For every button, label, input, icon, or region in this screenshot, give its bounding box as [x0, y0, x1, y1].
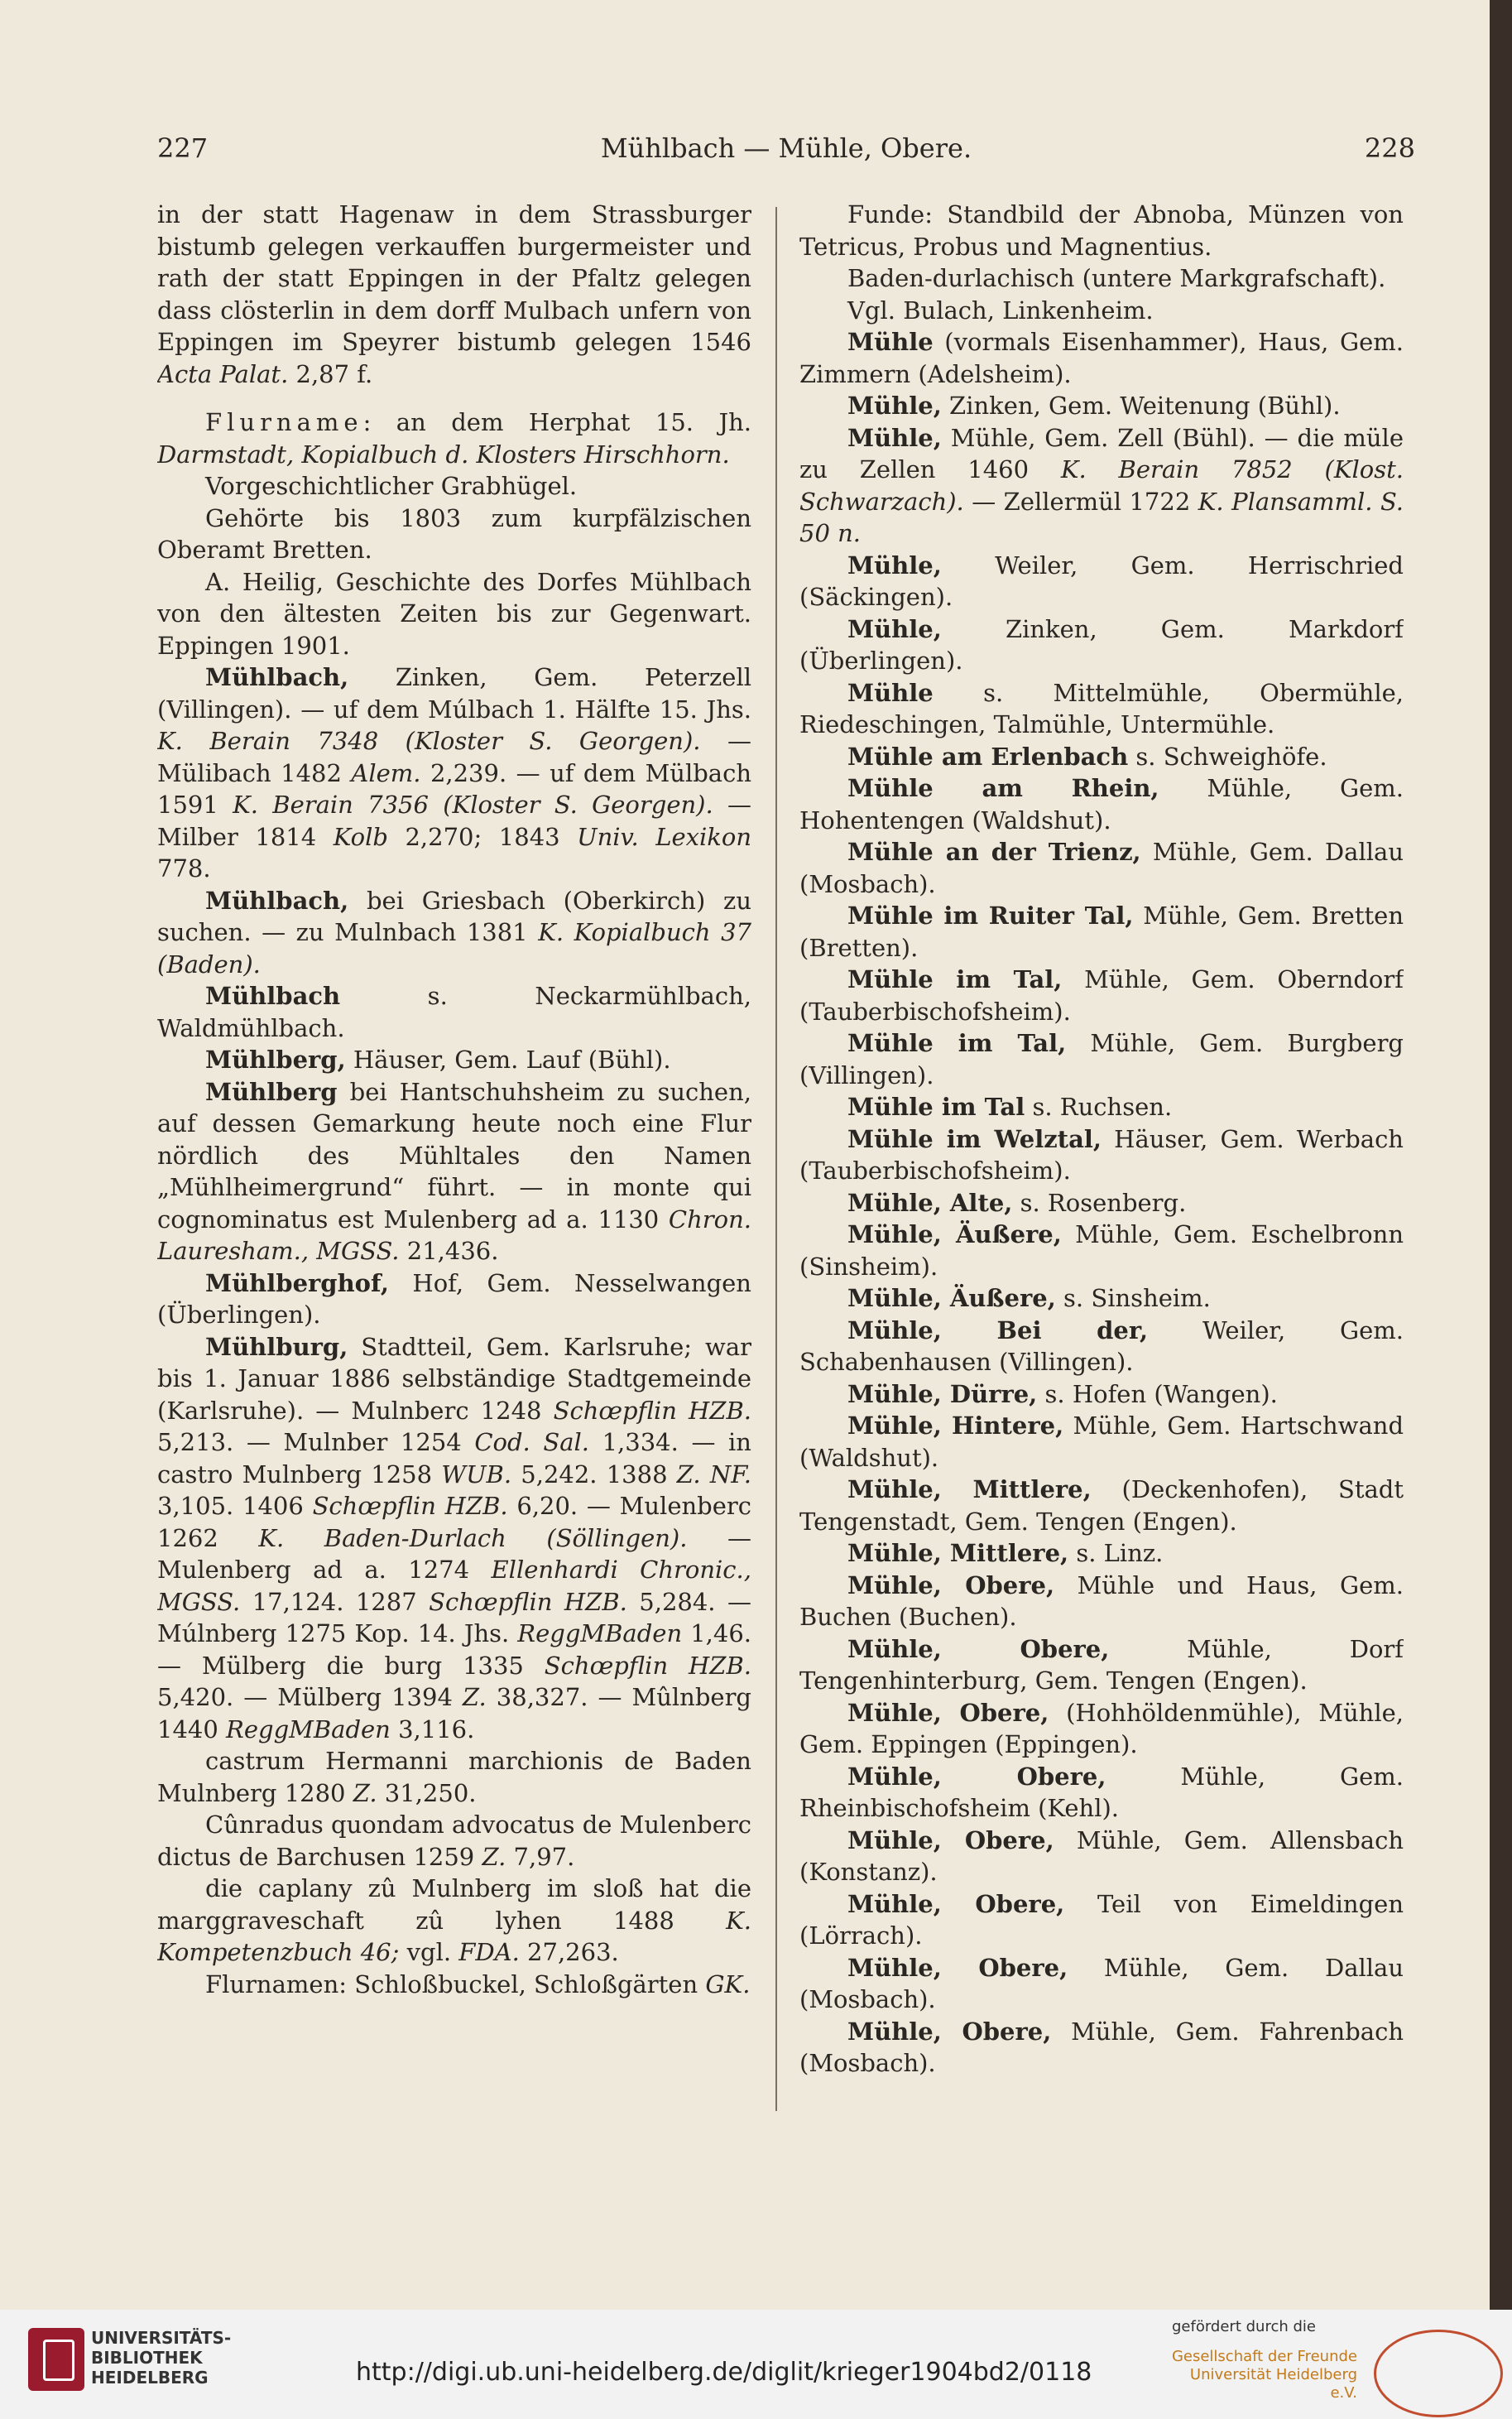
- entry-text: Mühle, Gem. Bretten (Bretten).: [799, 902, 1404, 962]
- entry-text: Mühle, Gem. Oberndorf (Tauberbischofsheim).: [799, 965, 1404, 1026]
- digitization-footer: [0, 2310, 1512, 2419]
- entry-paragraph: [799, 900, 1404, 964]
- entry-text: Weiler, Gem. Herrischried (Säckingen).: [799, 551, 1404, 611]
- entry-headword: Mühle, Mittlere,: [847, 1475, 1092, 1503]
- entry-text: 3,116.: [390, 1714, 475, 1743]
- university-seal-icon: [28, 2328, 84, 2391]
- entry-headword: Mühle, Obere,: [847, 1825, 1054, 1854]
- entry-paragraph: [157, 1873, 751, 1969]
- entry-headword: Mühle,: [847, 551, 942, 580]
- citation-source: Cod. Sal.: [474, 1428, 590, 1456]
- citation-source: Univ. Lexikon: [577, 822, 751, 851]
- entry-text: castrum Hermanni marchionis de Baden Mulnberg 1280: [157, 1747, 751, 1807]
- entry-headword: Mühle, Mittlere,: [847, 1539, 1069, 1567]
- entry-text: Gehörte bis 1803 zum kurpfälzischen Oberamt Bretten.: [157, 503, 751, 564]
- running-header: [157, 132, 1415, 174]
- entry-headword: Mühle im Welztal,: [847, 1124, 1102, 1153]
- entry-text: A. Heilig, Geschichte des Dorfes Mühlbach von den ältesten Zeiten bis zur Gegenwart. Eppingen 1901.: [157, 567, 751, 660]
- entry-text: s. Sinsheim.: [1055, 1284, 1211, 1312]
- entry-text: Mühle, Gem. Fahrenbach (Mosbach).: [799, 2017, 1404, 2077]
- entry-paragraph: [799, 295, 1404, 327]
- citation-source: K. Kopialbuch 37 (Baden).: [157, 918, 751, 979]
- entry-paragraph: [799, 1315, 1404, 1378]
- citation-source: Alem.: [351, 758, 421, 787]
- citation-source: Kolb: [333, 822, 388, 851]
- entry-paragraph: [799, 677, 1404, 741]
- entry-text: 2,87 f.: [288, 359, 373, 388]
- entry-text: Vorgeschichtlicher Grabhügel.: [205, 472, 578, 500]
- citation-source: Z.: [353, 1778, 377, 1807]
- entry-paragraph: [157, 503, 751, 566]
- entry-headword: Mühle, Obere,: [847, 1634, 1110, 1663]
- entry-headword: Mühle im Tal,: [847, 965, 1063, 993]
- entry-paragraph: [799, 1091, 1404, 1123]
- entry-text: Vgl. Bulach, Linkenheim.: [847, 296, 1154, 325]
- entry-headword: Mühle an der Trienz,: [847, 838, 1141, 866]
- entry-text: 2,239. — uf dem Mülbach 1591: [157, 758, 751, 819]
- entry-text: in der statt Hagenaw in dem Strassburger bistumb gelegen verkauffen burgermeister und rath der statt Eppingen in der Pfaltz gelegen dass clösterlin in dem dorff Mulbach unfern von Eppingen im Speyrer bistumb gelegen 1546: [157, 200, 751, 356]
- entry-text: — Mülibach 1482: [157, 727, 751, 787]
- citation-source: Chron. Laur​esham., MGSS.: [157, 1205, 751, 1265]
- entry-headword: Mühle, Bei der,: [847, 1315, 1149, 1344]
- library-logo-text: [91, 2328, 231, 2388]
- entry-text: Flurnamen: Schloßbuckel, Schloßgärten: [205, 1969, 706, 1998]
- entry-headword: Mühle,: [847, 423, 942, 452]
- entry-text: Mühle, Gem. Hartschwand (Waldshut).: [799, 1411, 1404, 1472]
- entry-text: Mühle, Gem. Rheinbischofsheim (Kehl).: [799, 1762, 1404, 1822]
- entry-text: Mühle und Haus, Gem. Buchen (Buchen).: [799, 1570, 1404, 1631]
- citation-source: K. Kompetenzbuch 46;: [157, 1906, 751, 1966]
- entry-headword: Mühlbach: [205, 982, 341, 1010]
- entry-paragraph: [799, 2016, 1404, 2080]
- entry-paragraph: [799, 199, 1404, 262]
- entry-paragraph: [799, 964, 1404, 1027]
- running-title: Mühlbach — Mühle, Obere.: [600, 132, 972, 164]
- citation-source: Z.: [462, 1683, 487, 1711]
- entry-headword: Mühle, Äußere,: [847, 1284, 1056, 1312]
- entry-headword: Mühle,: [847, 392, 942, 420]
- entry-headword: Mühle im Tal: [847, 1093, 1025, 1121]
- entry-paragraph: [157, 1076, 751, 1267]
- entry-text: Stadtteil, Gem. Karlsruhe; war bis 1. Januar 1886 selbständige Stadtgemeinde (Karlsruhe). — Mulnberc 1248: [157, 1332, 751, 1425]
- entry-text: s. Rosenberg.: [1012, 1188, 1187, 1217]
- entry-text: s. Neckarmühlbach, Waldmühlbach.: [157, 982, 751, 1042]
- entry-paragraph: [799, 1219, 1404, 1282]
- entry-paragraph: [799, 326, 1404, 390]
- entry-text: Funde: Standbild der Abnoba, Münzen von Tetricus, Probus und Magnentius.: [799, 200, 1404, 261]
- permalink-url[interactable]: http://digi.ub.uni-heidelberg.de/diglit/krieger1904bd2/0118: [356, 2358, 1092, 2387]
- entry-headword: Mühle, Hintere,: [847, 1411, 1064, 1440]
- entry-text: Zinken, Gem. Peterzell (Villingen). — uf dem Múlbach 1. Hälfte 15. Jhs.: [157, 663, 751, 724]
- entry-paragraph: [799, 836, 1404, 900]
- entry-text: — Mulenberg ad a. 1274: [157, 1523, 751, 1584]
- entry-paragraph: [157, 470, 751, 503]
- entry-paragraph: [799, 1633, 1404, 1697]
- citation-source: K. Berain 7348 (Kloster S. Georgen).: [157, 727, 701, 755]
- entry-text: bei Griesbach (Oberkirch) zu suchen. — zu Mulnbach 1381: [157, 886, 751, 946]
- entry-text: 6,20. — Mulenberc 1262: [157, 1492, 751, 1552]
- entry-text: Hof, Gem. Nesselwangen (Überlingen).: [157, 1268, 751, 1329]
- entry-text: 2,270; 1843: [387, 822, 578, 851]
- entry-text: Mühle, Gem. Burgberg (Villingen).: [799, 1029, 1404, 1089]
- citation-source: ReggMBaden: [226, 1714, 391, 1743]
- entry-headword: Mühle im Ruiter Tal,: [847, 902, 1134, 930]
- citation-source: K. Berain 7356 (Kloster S. Georgen).: [233, 791, 713, 819]
- entry-paragraph: [157, 1969, 751, 2001]
- citation-source: Z. NF.: [676, 1460, 751, 1488]
- entry-text: Mühle, Gem. Hohentengen (Waldshut).: [799, 774, 1404, 834]
- entry-text: Baden-durlachisch (untere Markgrafschaft).: [847, 264, 1386, 292]
- entry-headword: Mühle: [847, 328, 934, 356]
- entry-headword: Mühlbach,: [205, 886, 349, 915]
- page-edge-shadow: [1490, 0, 1512, 2310]
- entry-text: 27,263.: [519, 1938, 619, 1966]
- entry-paragraph: [157, 1331, 751, 1746]
- entry-headword: Mühle, Obere,: [847, 1953, 1068, 1982]
- entry-paragraph: [799, 1027, 1404, 1091]
- entry-text: 31,250.: [377, 1778, 477, 1807]
- entry-paragraph: [799, 1825, 1404, 1888]
- entry-paragraph: [799, 1187, 1404, 1219]
- left-column: [157, 199, 751, 2136]
- entry-headword: Mühlberg,: [205, 1046, 346, 1074]
- entry-paragraph: [799, 1761, 1404, 1825]
- citation-source: Darmstadt, Kopialbuch d. Klosters Hirschhorn.: [157, 440, 730, 469]
- sponsor-caption: gefördert durch die: [1172, 2318, 1316, 2335]
- entry-text: s. Ruchsen.: [1025, 1093, 1173, 1121]
- entry-text: die caplany zû Mulnberg im sloß hat die marggraveschaft zû lyhen 1488: [157, 1874, 751, 1935]
- entry-paragraph: [799, 1123, 1404, 1187]
- entry-text: Mühle, Dorf Tengenhinterburg, Gem. Tengen (Engen).: [799, 1634, 1404, 1695]
- entry-headword: Mühle, Alte,: [847, 1188, 1013, 1217]
- entry-text: bei Hantschuhsheim zu suchen, auf dessen Gemarkung heute noch eine Flur nördlich des Mühltales den Namen „Mühlheimergrund“ führt. — in monte qui cognominatus est Mulenberg ad a. 1130: [157, 1077, 751, 1234]
- entry-text: — Milber 1814: [157, 791, 751, 851]
- citation-source: GK.: [705, 1969, 751, 1998]
- citation-source: ReggMBaden: [517, 1619, 683, 1647]
- citation-source: FDA.: [458, 1938, 520, 1966]
- sponsor-line: Universität Heidelberg e.V.: [1189, 2366, 1357, 2402]
- entry-text: Cûnradus quondam advocatus de Mulenberc dictus de Barchusen 1259: [157, 1811, 751, 1871]
- entry-text: (vormals Eisenhammer), Haus, Gem. Zimmern (Adelsheim).: [799, 328, 1404, 388]
- entry-text: : an dem Herphat 15. Jh.: [362, 408, 751, 436]
- entry-headword: Mühle, Dürre,: [847, 1379, 1038, 1408]
- citation-source: Schœpflin HZB.: [544, 1651, 751, 1680]
- library-name-line: UNIVERSITÄTS-: [91, 2328, 232, 2348]
- entry-text: 17,124. 1287: [240, 1587, 430, 1616]
- entry-headword: Mühle: [847, 678, 934, 707]
- entry-text: 38,327. — Mûlnberg 1440: [157, 1683, 751, 1743]
- entry-headword: Mühle, Obere,: [847, 1762, 1106, 1791]
- entry-paragraph: [157, 566, 751, 662]
- library-name-line: BIBLIOTHEK: [91, 2348, 203, 2368]
- citation-source: WUB.: [441, 1460, 512, 1488]
- entry-text: 5,242. 1388: [511, 1460, 677, 1488]
- entry-paragraph: [799, 613, 1404, 677]
- right-column: [799, 199, 1404, 2136]
- entry-paragraph: [799, 422, 1404, 550]
- entry-headword: Mühlberg: [205, 1077, 338, 1106]
- entry-text: Mühle, Gem. Zell (Bühl). — die müle zu Zellen 1460: [799, 423, 1404, 483]
- entry-text: Mühle, Gem. Allensbach (Konstanz).: [799, 1825, 1404, 1886]
- entry-paragraph: [799, 741, 1404, 773]
- sponsor-line: Gesellschaft der Freunde: [1171, 2348, 1357, 2365]
- citation-source: Z.: [482, 1842, 506, 1871]
- citation-source: Schœpflin HZB.: [312, 1492, 508, 1520]
- entry-headword: Mühle, Obere,: [847, 1570, 1055, 1599]
- entry-paragraph: [799, 1952, 1404, 2016]
- entry-text: (Deckenhofen), Stadt Tengenstadt, Gem. Tengen (Engen).: [799, 1475, 1404, 1536]
- citation-source: Ellenhardi Chronic., MGSS.: [157, 1556, 751, 1616]
- entry-paragraph: [157, 885, 751, 981]
- sponsor-emblem-icon: [1374, 2330, 1503, 2417]
- entry-headword: Mühle,: [847, 614, 942, 643]
- entry-text: Flurname: [205, 408, 363, 436]
- entry-paragraph: [799, 1570, 1404, 1633]
- entry-text: (Hohhöldenmühle), Mühle, Gem. Eppingen (Eppingen).: [799, 1698, 1404, 1758]
- citation-source: K. Baden-Durlach (Söllingen).: [258, 1523, 688, 1552]
- entry-text: Teil von Eimeldingen (Lörrach).: [799, 1889, 1404, 1950]
- citation-source: K. Plansamml. S. 50 n.: [799, 487, 1404, 547]
- entry-text: 5,213. — Mulnber 1254: [157, 1428, 475, 1456]
- entry-paragraph: [799, 772, 1404, 836]
- sponsor-name: [1167, 2348, 1357, 2402]
- entry-headword: Mühlberghof,: [205, 1268, 389, 1297]
- entry-text: s. Schweighöfe.: [1128, 742, 1327, 771]
- page-number-right: 228: [1364, 132, 1415, 164]
- page-number-left: 227: [157, 132, 209, 164]
- entry-text: Weiler, Gem. Schabenhausen (Villingen).: [799, 1315, 1404, 1376]
- citation-source: Schœpflin HZB.: [429, 1587, 627, 1616]
- entry-paragraph: [157, 199, 751, 390]
- entry-paragraph: [157, 1044, 751, 1076]
- entry-text: 7,97.: [506, 1842, 575, 1871]
- entry-text: vgl.: [399, 1938, 459, 1966]
- entry-paragraph: [799, 1410, 1404, 1474]
- entry-text: 1,46. — Mülberg die burg 1335: [157, 1619, 751, 1680]
- entry-paragraph: [799, 1282, 1404, 1315]
- entry-text: Mühle, Gem. Dallau (Mosbach).: [799, 838, 1404, 898]
- entry-text: 1,334. — in castro Mulnberg 1258: [157, 1428, 751, 1488]
- entry-text: 778.: [157, 854, 211, 882]
- entry-headword: Mühlburg,: [205, 1332, 348, 1361]
- entry-paragraph: [157, 406, 751, 470]
- entry-text: Mühle, Gem. Eschelbronn (Sinsheim).: [799, 1220, 1404, 1281]
- entry-headword: Mühle im Tal,: [847, 1029, 1067, 1057]
- entry-text: s. Linz.: [1068, 1539, 1164, 1567]
- entry-text: 5,420. — Mülberg 1394: [157, 1683, 463, 1711]
- entry-paragraph: [799, 1537, 1404, 1570]
- entry-headword: Mühle, Obere,: [847, 1889, 1065, 1918]
- entry-paragraph: [799, 262, 1404, 295]
- entry-headword: Mühle am Erlenbach: [847, 742, 1129, 771]
- entry-text: 5,284. — Múlnberg 1275 Kop. 14. Jhs.: [157, 1587, 751, 1647]
- entry-paragraph: [157, 661, 751, 885]
- entry-text: 3,105. 1406: [157, 1492, 313, 1520]
- entry-paragraph: [799, 1888, 1404, 1952]
- entry-text: Häuser, Gem. Werbach (Tauberbischofsheim).: [799, 1124, 1404, 1185]
- citation-source: Schœpflin HZB.: [553, 1396, 751, 1425]
- entry-paragraph: [157, 980, 751, 1044]
- entry-headword: Mühle, Obere,: [847, 2017, 1052, 2046]
- entry-text: s. Mittelmühle, Obermühle, Riedeschingen, Talmühle, Untermühle.: [799, 678, 1404, 738]
- entry-headword: Mühle, Obere,: [847, 1698, 1049, 1727]
- entry-text: Mühle, Gem. Dallau (Mosbach).: [799, 1953, 1404, 2013]
- entry-headword: Mühle, Äußere,: [847, 1220, 1062, 1248]
- entry-paragraph: [799, 1378, 1404, 1411]
- citation-source: Acta Palat.: [157, 359, 289, 388]
- entry-text: — Zellermül 1722: [963, 487, 1198, 516]
- entry-headword: Mühlbach,: [205, 663, 349, 691]
- entry-text: Häuser, Gem. Lauf (Bühl).: [345, 1046, 671, 1074]
- citation-source: K. Berain 7852 (Klost. Schwarzach).: [799, 455, 1404, 516]
- entry-text: s. Hofen (Wangen).: [1037, 1379, 1278, 1408]
- entry-paragraph: [799, 1474, 1404, 1537]
- entry-text: Zinken, Gem. Weitenung (Bühl).: [941, 392, 1341, 420]
- entry-headword: Mühle am Rhein,: [847, 774, 1159, 802]
- entry-paragraph: [799, 1697, 1404, 1761]
- library-name-line: HEIDELBERG: [91, 2368, 209, 2388]
- entry-paragraph: [157, 1745, 751, 1809]
- column-divider: [775, 207, 777, 2111]
- entry-paragraph: [799, 550, 1404, 613]
- entry-paragraph: [157, 1267, 751, 1331]
- entry-text: Zinken, Gem. Markdorf (Überlingen).: [799, 614, 1404, 675]
- entry-paragraph: [799, 390, 1404, 422]
- entry-text: 21,436.: [399, 1237, 499, 1265]
- entry-paragraph: [157, 1809, 751, 1873]
